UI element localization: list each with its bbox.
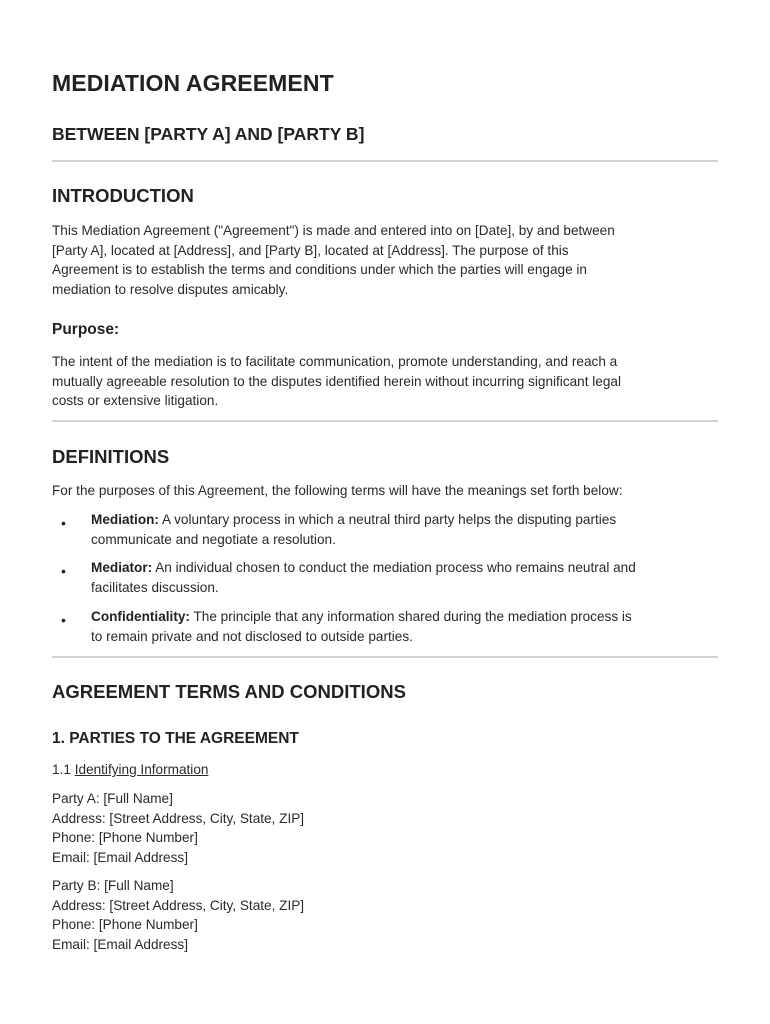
introduction-paragraph — [52, 221, 718, 299]
definition-text — [91, 510, 721, 549]
paragraph-line: For the purposes of this Agreement, the following terms will have the meanings set forth below: — [52, 483, 623, 498]
bullet-icon: • — [61, 515, 66, 531]
definition-text — [91, 607, 721, 646]
definition-description: A voluntary process in which a neutral third party helps the disputing parties — [158, 512, 617, 527]
definition-description: communicate and negotiate a resolution. — [91, 531, 336, 547]
section-1-heading: 1. PARTIES TO THE AGREEMENT — [52, 730, 299, 747]
definition-term: Mediator: — [91, 560, 153, 575]
definition-text — [91, 558, 721, 597]
document-title: MEDIATION AGREEMENT — [52, 70, 334, 96]
definition-description: to remain private and not disclosed to outside parties. — [91, 628, 413, 644]
divider — [52, 420, 718, 422]
party-b-phone: Phone: [Phone Number] — [52, 917, 198, 932]
paragraph-line: This Mediation Agreement ("Agreement") is made and entered into on [Date], by and between — [52, 223, 615, 238]
divider — [52, 656, 718, 658]
paragraph-line: The intent of the mediation is to facilitate communication, promote understanding, and reach a — [52, 354, 618, 369]
party-a-address: Address: [Street Address, City, State, ZIP] — [52, 810, 305, 826]
terms-heading: AGREEMENT TERMS AND CONDITIONS — [52, 681, 406, 702]
party-b-name: Party B: [Full Name] — [52, 878, 174, 893]
divider — [52, 160, 718, 162]
subsection-title: Identifying Information — [74, 762, 209, 777]
party-b-address: Address: [Street Address, City, State, ZIP] — [52, 897, 305, 913]
definition-term: Confidentiality: — [91, 609, 190, 624]
party-b-email: Email: [Email Address] — [52, 936, 188, 952]
subsection-number: 1.1 — [52, 762, 75, 777]
purpose-heading: Purpose: — [52, 321, 120, 338]
party-a-email: Email: [Email Address] — [52, 849, 188, 865]
party-a-name: Party A: [Full Name] — [52, 791, 173, 806]
paragraph-line: Agreement is to establish the terms and conditions under which the parties will engage in — [52, 262, 587, 277]
bullet-icon: • — [61, 563, 66, 579]
subsection-1-1-label — [52, 760, 208, 780]
definition-description: An individual chosen to conduct the mediation process who remains neutral and — [152, 560, 636, 575]
party-a-details — [52, 789, 304, 867]
document-subtitle: BETWEEN [PARTY A] AND [PARTY B] — [52, 124, 365, 144]
introduction-heading: INTRODUCTION — [52, 185, 194, 206]
paragraph-line: [Party A], located at [Address], and [Party B], located at [Address]. The purpose of this — [52, 242, 569, 258]
paragraph-line: mediation to resolve disputes amicably. — [52, 281, 289, 297]
paragraph-line: costs or extensive litigation. — [52, 393, 219, 408]
definitions-intro — [52, 481, 718, 501]
definition-term: Mediation: — [91, 512, 159, 527]
definition-description: The principle that any information shared during the mediation process is — [189, 609, 632, 624]
paragraph-line: mutually agreeable resolution to the disputes identified herein without incurring significant legal — [52, 373, 622, 389]
definitions-heading: DEFINITIONS — [52, 446, 170, 467]
party-a-phone: Phone: [Phone Number] — [52, 830, 198, 845]
bullet-icon: • — [61, 612, 66, 628]
party-b-details — [52, 876, 304, 954]
definition-description: facilitates discussion. — [91, 579, 219, 595]
purpose-paragraph — [52, 352, 718, 411]
